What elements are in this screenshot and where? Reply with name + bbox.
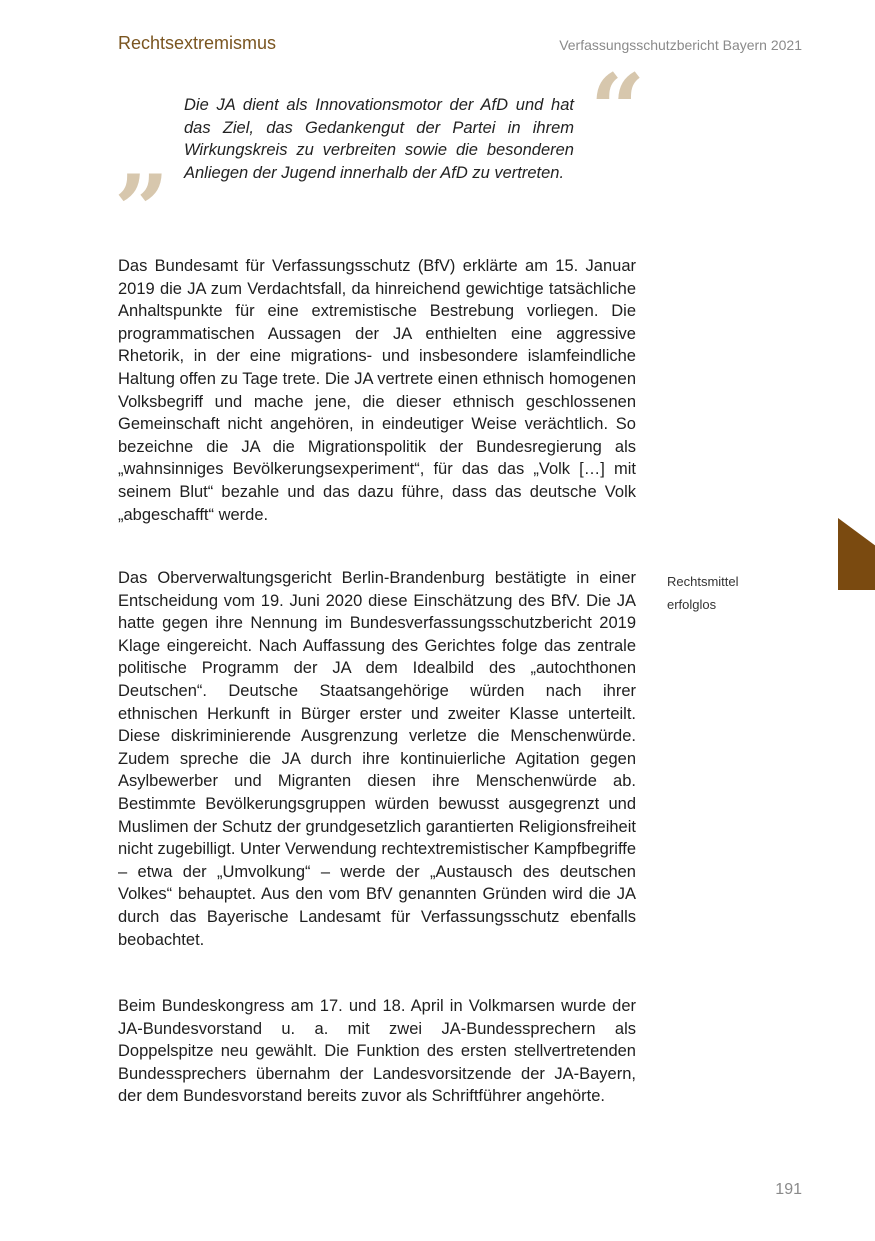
report-title: Verfassungsschutzbericht Bayern 2021 — [559, 37, 802, 53]
body-paragraph-3: Beim Bundeskongress am 17. und 18. April in Volkmarsen wurde der JA-Bundesvorstand u. a. mit zwei JA-Bundessprechern als Doppelspitze neu gewählt. Die Funktion des ersten stellvertretenden Bundessprechers übernahm der Landesvorsitzende der JA-Bayern, der dem Bundesvorstand bereits zuvor als Schriftführer angehörte. — [118, 997, 636, 1106]
margin-note-line-2: erfolglos — [667, 597, 717, 612]
chapter-tab-marker — [838, 518, 875, 590]
page-number: 191 — [775, 1181, 802, 1198]
margin-note — [667, 570, 777, 616]
closing-quote-mark: ” — [114, 154, 170, 267]
body-paragraph-2: Das Oberverwaltungsgericht Berlin-Brandenburg bestätigte in einer Entscheidung vom 19. Juni 2020 diese Einschätzung des BfV. Die JA hatte gegen ihre Nennung im Bundesverfassungsschutzbericht 2019 Klage eingereicht. Nach Auffassung des Gerichtes folge das zentrale politische Programm der JA dem Idealbild des „autochthonen Deutschen“. Deutsche Staatsangehörige würden nach ihrer ethnischen Herkunft in Bürger erster und zweiter Klasse unterteilt. Diese diskriminierende Ausgrenzung verletze die Menschenwürde. Zudem spreche die JA durch ihre kontinuierliche Agitation gegen Asylbewerber und Migranten diesen ihre Menschenwürde ab. Bestimmte Bevölkerungsgruppen würden bewusst ausgegrenzt und Muslimen der Schutz der grundgesetzlich garantierten Religionsfreiheit nicht zugebilligt. Unter Verwendung rechtextremistischer Kampfbegriffe – etwa der „Umvolkung“ – werde der „Austausch des deutschen Volkes“ behauptet. Aus den vom BfV genannten Gründen wird die JA durch das Bayerische Landesamt für Verfassungsschutz ebenfalls beobachtet. — [118, 569, 636, 949]
opening-quote-mark: “ — [590, 53, 646, 166]
pull-quote: Die JA dient als Innovationsmotor der AfD und hat das Ziel, das Gedankengut der Partei in ihrem Wirkungskreis zu verbreiten sowie die besonderen Anliegen der Jugend innerhalb der AfD zu vertreten. — [184, 96, 574, 182]
margin-note-line-1: Rechtsmittel — [667, 574, 739, 589]
body-paragraph-1: Das Bundesamt für Verfassungsschutz (BfV) erklärte am 15. Januar 2019 die JA zum Verdachtsfall, da hinreichend gewichtige tatsächliche Anhaltspunkte für eine extremistische Bestrebung vorliegen. Die programmatischen Aussagen der JA enthielten eine aggressive Rhetorik, in der eine migrations- und insbesondere islamfeindliche Haltung offen zu Tage trete. Die JA vertrete einen ethnisch homogenen Volksbegriff und mache jene, die dieser ethnisch geschlossenen Gemeinschaft nicht angehören, in eindeutiger Weise verächtlich. So bezeichne die JA die Migrationspolitik der Bundesregierung als „wahnsinniges Bevölkerungsexperiment“, für das das „Volk […] mit seinem Blut“ bezahle und das dazu führe, dass das deutsche Volk „abgeschafft“ werde. — [118, 257, 636, 524]
section-title: Rechtsextremismus — [118, 33, 277, 53]
